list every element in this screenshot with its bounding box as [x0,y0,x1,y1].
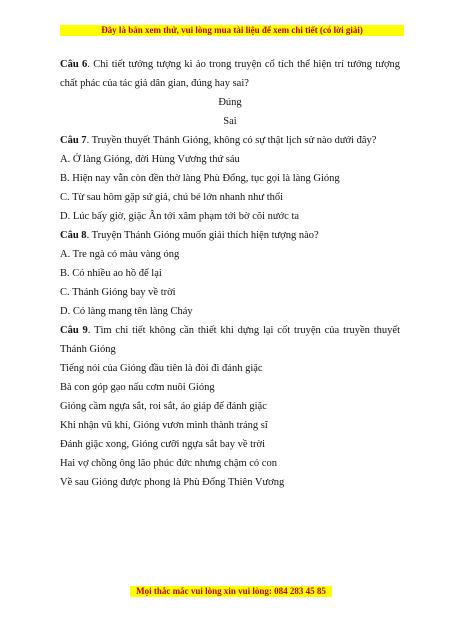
question-7-option-d: D. Lúc bấy giờ, giặc Ân tới xâm phạm tới bờ cõi nước ta [60,211,300,222]
question-9-label: Câu 9 [60,325,88,336]
question-7-label: Câu 7 [60,135,87,146]
question-9-option-6: Hai vợ chồng ông lão phúc đức nhưng chậm có con [60,458,277,469]
question-6-option-true: Đúng [218,97,242,108]
question-6-text-1: . Chi tiết tưởng tượng kì ảo trong truyện cổ tích thể hiện trí tưởng tượng [87,59,400,70]
question-8-option-d: D. Có làng mang tên làng Cháy [60,306,193,317]
question-6-option-false: Sai [223,116,237,127]
question-9-option-2: Bà con góp gạo nấu cơm nuôi Gióng [60,382,215,393]
question-8-line [60,226,400,245]
question-9-option-1: Tiếng nói của Gióng đầu tiên là đòi đi đánh giặc [60,363,263,374]
question-8-text: . Truyện Thánh Gióng muốn giải thích hiện tượng nào? [86,230,319,241]
question-9-option-3: Gióng cầm ngựa sắt, roi sắt, áo giáp để đánh giặc [60,401,267,412]
preview-banner: Đây là bản xem thử, vui lòng mua tài liệu để xem chi tiết (có lời giải) [60,25,404,36]
question-9-text-2: Thánh Gióng [60,344,116,355]
document-body [60,55,400,492]
question-7-option-b: B. Hiện nay vẫn còn đền thờ làng Phù Đổng, tục gọi là làng Gióng [60,173,340,184]
question-6-label: Câu 6 [60,59,88,70]
contact-footer: Mọi thắc mắc vui lòng xin vui lòng: 084 283 45 85 [130,586,332,597]
question-6-text-2: chất phác của tác giả dân gian, đúng hay sai? [60,78,249,89]
question-7-text: . Truyền thuyết Thánh Gióng, không có sự thật lịch sử nào dưới đây? [86,135,377,146]
question-9-text-1: . Tìm chi tiết không cần thiết khi dựng lại cốt truyện của truyền thuyết [87,325,400,336]
question-7-line [60,131,400,150]
question-8-option-c: C. Thánh Gióng bay về trời [60,287,176,298]
question-6-line1 [60,55,400,74]
question-7-option-c: C. Từ sau hôm gặp sứ giả, chú bé lớn nhanh như thổi [60,192,284,203]
question-8-option-b: B. Có nhiều ao hồ để lại [60,268,162,279]
question-9-line1 [60,321,400,340]
question-7-option-a: A. Ở làng Gióng, đời Hùng Vương thứ sáu [60,154,240,165]
question-9-option-5: Đánh giặc xong, Gióng cưỡi ngựa sắt bay về trời [60,439,266,450]
question-9-option-4: Khi nhận vũ khí, Gióng vươn mình thành tráng sĩ [60,420,268,431]
question-9-option-7: Về sau Gióng được phong là Phù Đổng Thiên Vương [60,477,285,488]
question-8-label: Câu 8 [60,230,87,241]
question-8-option-a: A. Tre ngà có màu vàng óng [60,249,180,260]
